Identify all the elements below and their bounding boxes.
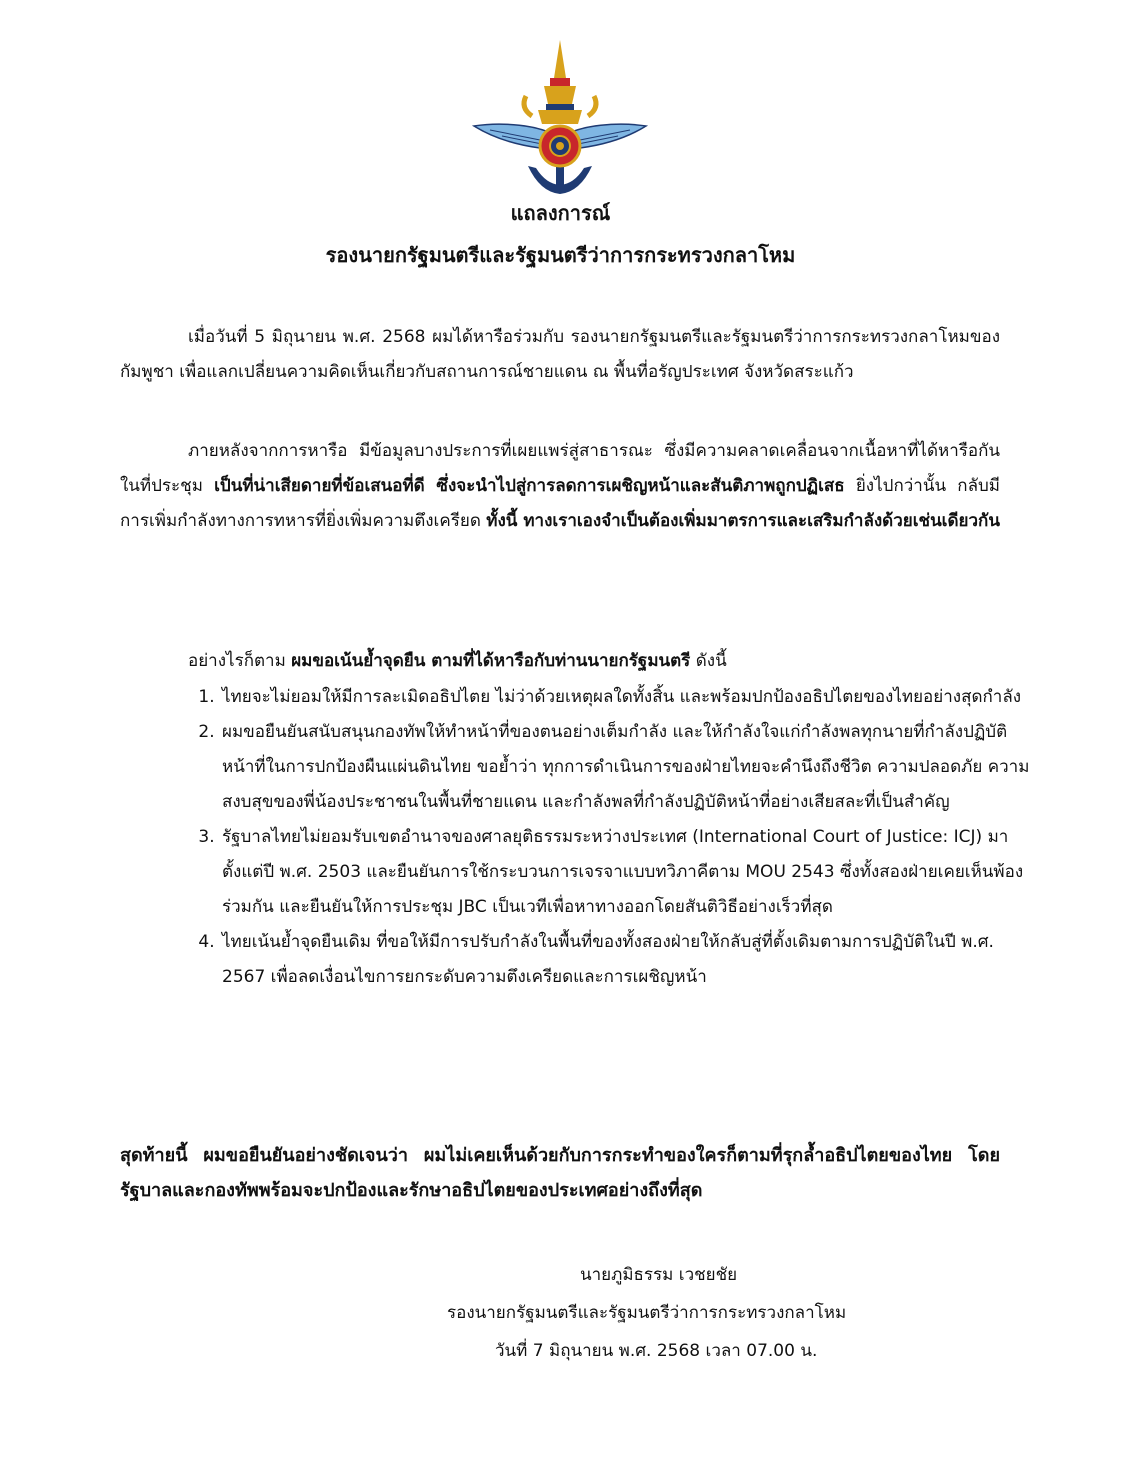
paragraph-meeting: เมื่อวันที่ 5 มิถุนายน พ.ศ. 2568 ผมได้หารือร่วมกับ รองนายกรัฐมนตรีและรัฐมนตรีว่าการกระทรวงกลาโหมของกัมพูชา เพื่อแลกเปลี่ยนความคิดเห็นเกี่ยวกับสถานการณ์ชายแดน ณ พื้นที่อรัญประเทศ จังหวัดสระแก้ว (120, 327, 1000, 382)
statement-title: แถลงการณ์ (510, 201, 611, 225)
list-item: 2. ผมขอยืนยันสนับสนุนกองทัพให้ทำหน้าที่ของตนอย่างเต็มกำลัง และให้กำลังใจแก่กำลังพลทุกนายที่กำลังปฏิบัติหน้าที่ในการปกป้องผืนแผ่นดินไทย ขอย้ำว่า ทุกการดำเนินการของฝ่ายไทยจะคำนึงถึงชีวิต ความปลอดภัย ความสงบสุขของพี่น้องประชาชนในพื้นที่ชายแดน และกำลังพลที่กำลังปฏิบัติหน้าที่อย่างเสียสละที่เป็นสำคัญ (220, 715, 1032, 820)
aftermath-rejection-bold: เป็นที่น่าเสียดายที่ข้อเสนอที่ดี ซึ่งจะนำไปสู่การลดการเผชิญหน้าและสันติภาพถูกปฏิเสธ (214, 476, 845, 496)
conclusion: สุดท้ายนี้ ผมขอยืนยันอย่างชัดเจนว่า ผมไม่เคยเห็นด้วยกับการกระทำของใครก็ตามที่รุกล้ำอธิปไตยของไทย โดยรัฐบาลและกองทัพพร้อมจะปกป้องและรักษาอธิปไตยของประเทศอย่างถึงที่สุด (120, 1145, 1000, 1201)
paragraph-position-intro (120, 644, 1000, 679)
statement-subtitle: รองนายกรัฐมนตรีและรัฐมนตรีว่าการกระทรวงกลาโหม (325, 243, 796, 267)
position-intro-bold: ผมขอเน้นย้ำจุดยืน ตามที่ได้หารือกับท่านนายกรัฐมนตรี (291, 651, 691, 671)
position-intro-suffix: ดังนี้ (690, 651, 727, 671)
signatory-name: นายภูมิธรรม เวชยชัย (580, 1265, 738, 1285)
paragraph-aftermath (120, 434, 1000, 539)
list-item: 3. รัฐบาลไทยไม่ยอมรับเขตอำนาจของศาลยุติธรรมระหว่างประเทศ (International Court of Justice: ICJ) มาตั้งแต่ปี พ.ศ. 2503 และยืนยันการใช้กระบวนการเจรจาแบบทวิภาคีตาม MOU 2543 ซึ่งทั้งสองฝ่ายเคยเห็นพ้องร่วมกัน และยืนยันให้การประชุม JBC เป็นเวทีเพื่อหาทางออกโดยสันติวิธีอย่างเร็วที่สุด (220, 820, 1032, 925)
signatory-position: รองนายกรัฐมนตรีและรัฐมนตรีว่าการกระทรวงกลาโหม (447, 1303, 847, 1323)
position-list (190, 680, 1032, 995)
statement-date: วันที่ 7 มิถุนายน พ.ศ. 2568 เวลา 07.00 น. (495, 1341, 818, 1361)
defence-ministry-emblem-icon (470, 38, 650, 198)
aftermath-measures-bold: ทั้งนี้ ทางเราเองจำเป็นต้องเพิ่มมาตรการและเสริมกำลังด้วยเช่นเดียวกัน (486, 511, 1000, 531)
aftermath-military-text: ยิ่งไปกว่านั้น กลับมีการเพิ่มกำลังทางการทหารที่ยิ่งเพิ่มความตึงเครียด (120, 476, 1000, 531)
list-item: 1. ไทยจะไม่ยอมให้มีการละเมิดอธิปไตย ไม่ว่าด้วยเหตุผลใดทั้งสิ้น และพร้อมปกป้องอธิปไตยของไทยอย่างสุดกำลัง (220, 680, 1032, 715)
list-item: 4. ไทยเน้นย้ำจุดยืนเดิม ที่ขอให้มีการปรับกำลังในพื้นที่ของทั้งสองฝ่ายให้กลับสู่ที่ตั้งเดิมตามการปฏิบัติในปี พ.ศ. 2567 เพื่อลดเงื่อนไขการยกระดับความตึงเครียดและการเผชิญหน้า (220, 925, 1032, 995)
position-intro-text: อย่างไรก็ตาม (188, 651, 292, 671)
aftermath-text: ภายหลังจากการหารือ มีข้อมูลบางประการที่เผยแพร่สู่สาธารณะ ซึ่งมีความคลาดเคลื่อนจากเนื้อหาที่ได้หารือกันในที่ประชุม (120, 441, 1000, 496)
